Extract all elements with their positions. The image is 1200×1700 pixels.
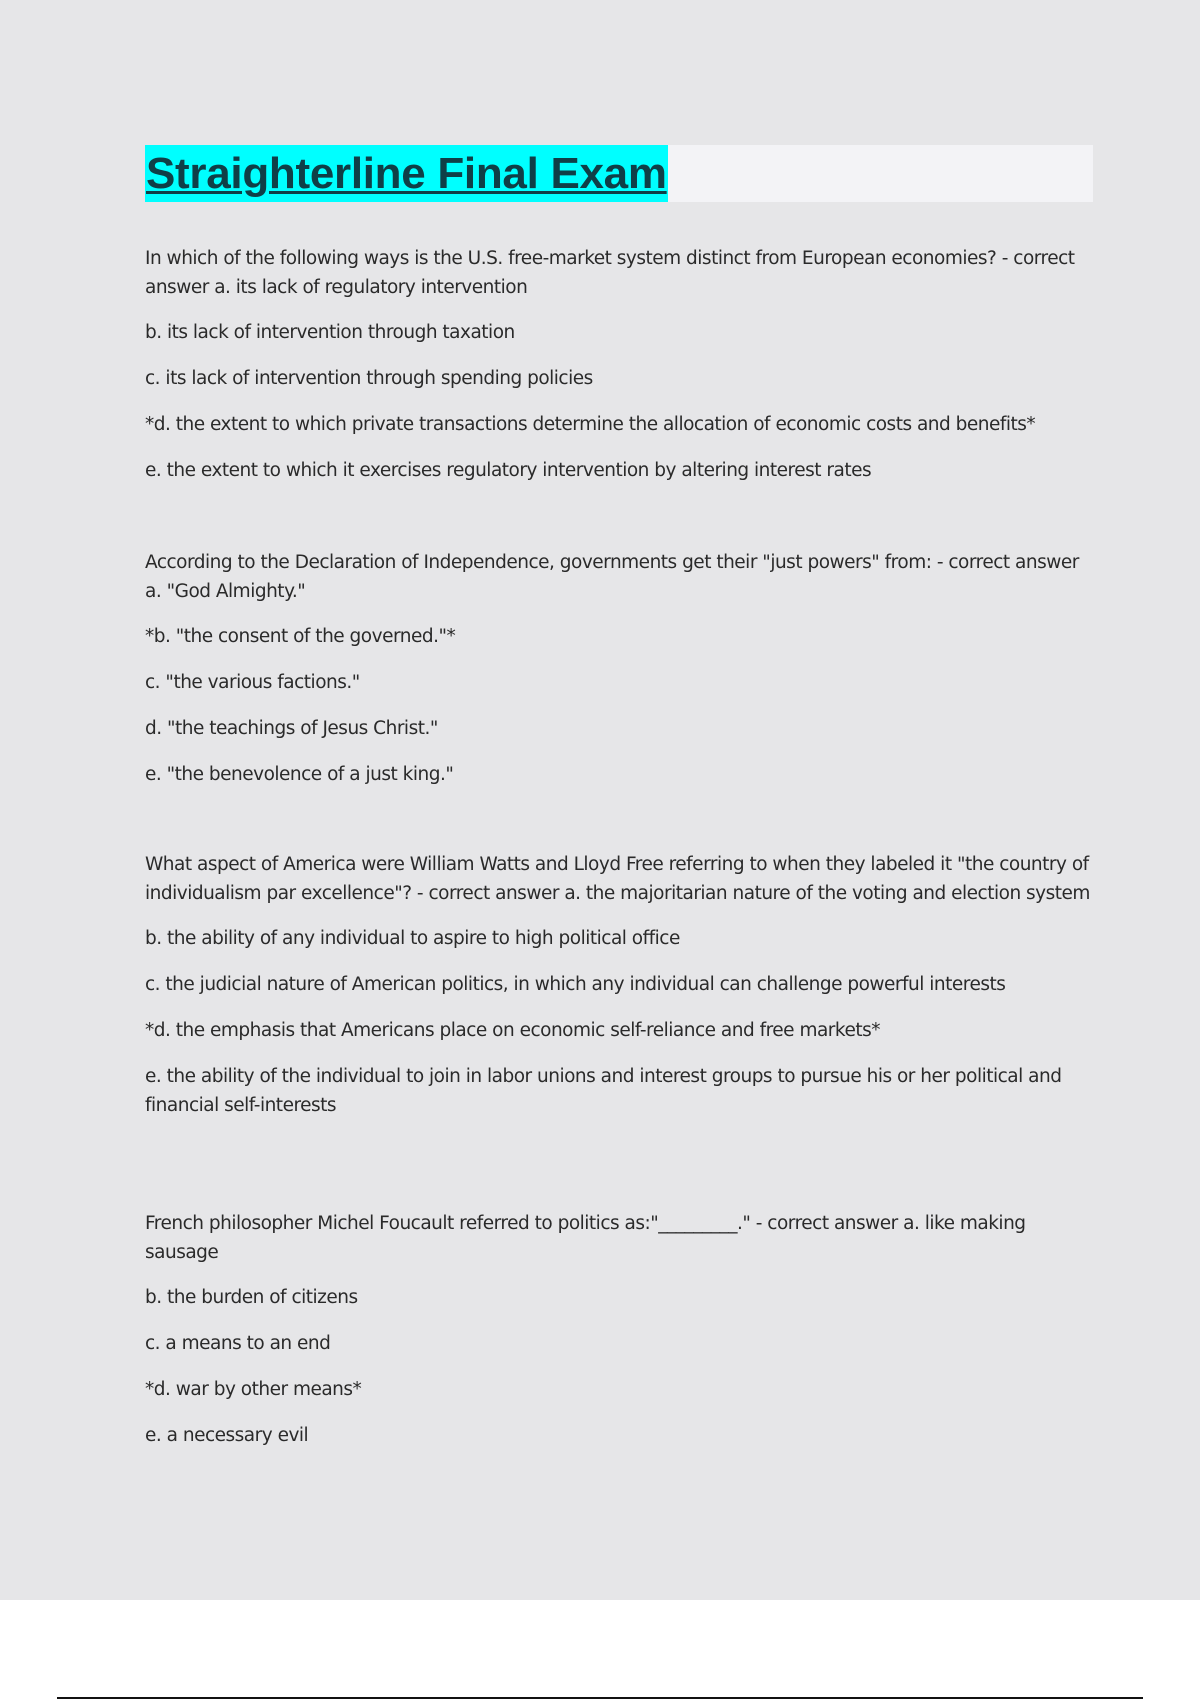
answer-option-correct: *d. war by other means*	[145, 1379, 362, 1400]
answer-option: c. the judicial nature of American politics, in which any individual can challenge powerful interests	[145, 974, 1006, 995]
answer-option: d. "the teachings of Jesus Christ."	[145, 718, 438, 739]
question-text: What aspect of America were William Watts and Lloyd Free referring to when they labeled it "the country of individualism par excellence"? - correct answer a. the majoritarian nature of the voting and election system	[145, 854, 1090, 904]
answer-option: e. the ability of the individual to join in labor unions and interest groups to pursue his or her political and financial self-interests	[145, 1066, 1062, 1116]
answer-option: e. "the benevolence of a just king."	[145, 764, 454, 785]
answer-option-correct: *d. the emphasis that Americans place on economic self-reliance and free markets*	[145, 1020, 880, 1041]
question-text: In which of the following ways is the U.S. free-market system distinct from European economies? - correct answer a. its lack of regulatory intervention	[145, 248, 1075, 298]
question-text: According to the Declaration of Independence, governments get their "just powers" from: - correct answer a. "God Almighty."	[145, 552, 1079, 602]
answer-option: b. its lack of intervention through taxation	[145, 322, 515, 343]
answer-option: b. the burden of citizens	[145, 1287, 358, 1308]
footer-rule	[57, 1697, 1143, 1699]
answer-option-correct: *b. "the consent of the governed."*	[145, 626, 456, 647]
answer-option: b. the ability of any individual to aspire to high political office	[145, 928, 680, 949]
question-block-3	[145, 850, 1090, 1137]
question-block-1	[145, 244, 1090, 502]
document-title: Straighterline Final Exam	[145, 145, 668, 202]
answer-option: c. a means to an end	[145, 1333, 331, 1354]
answer-option: e. the extent to which it exercises regulatory intervention by altering interest rates	[145, 460, 872, 481]
question-text: French philosopher Michel Foucault referred to politics as:"_________." - correct answer a. like making sausage	[145, 1213, 1026, 1263]
question-block-4	[145, 1209, 1090, 1467]
answer-option: e. a necessary evil	[145, 1425, 309, 1446]
answer-option-correct: *d. the extent to which private transactions determine the allocation of economic costs and benefits*	[145, 414, 1036, 435]
question-block-2	[145, 548, 1090, 806]
answer-option: c. its lack of intervention through spending policies	[145, 368, 593, 389]
answer-option: c. "the various factions."	[145, 672, 360, 693]
